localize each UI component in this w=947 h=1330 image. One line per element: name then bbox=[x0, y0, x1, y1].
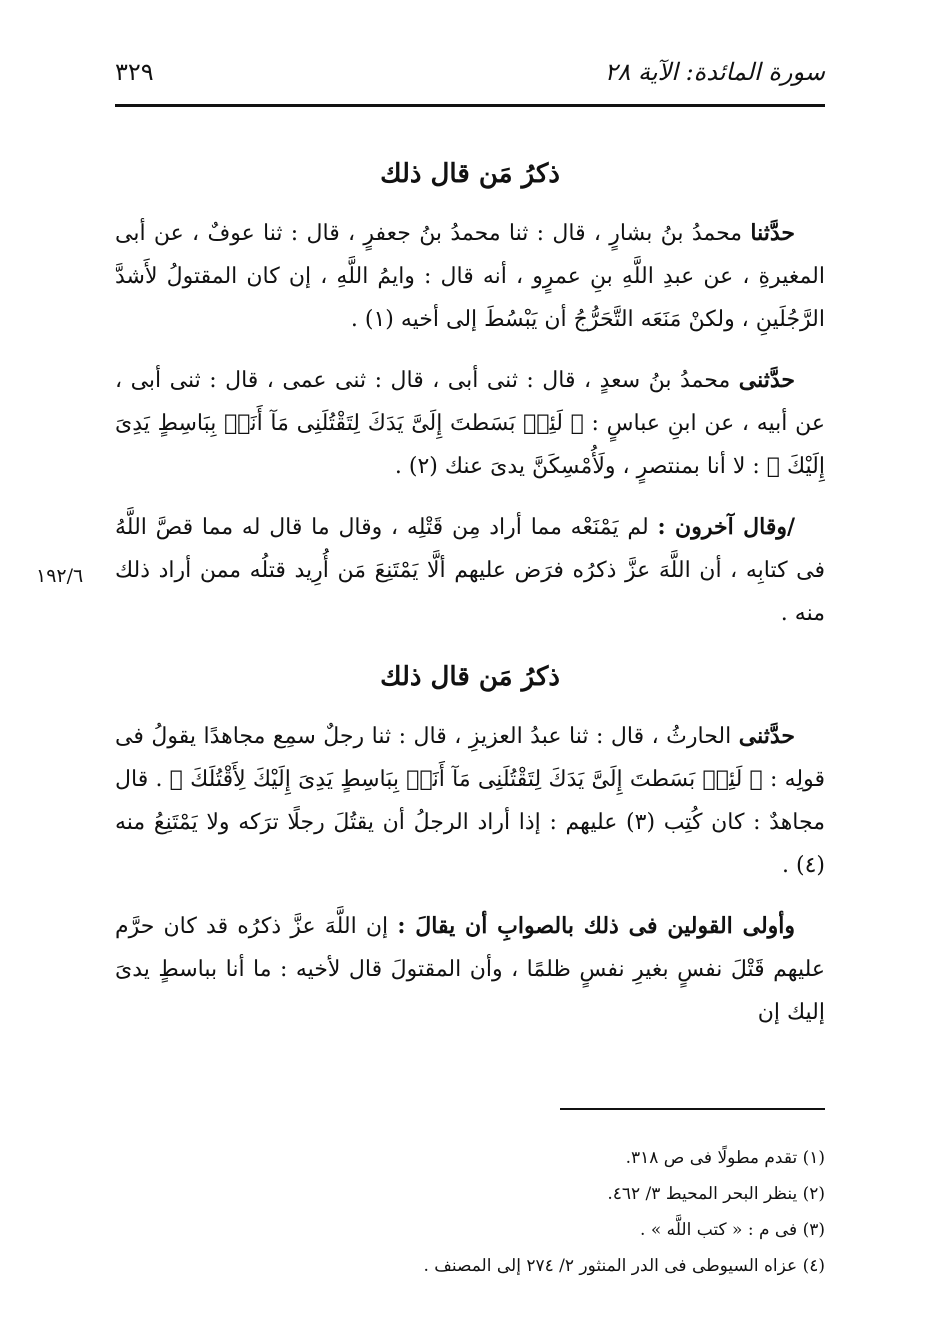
paragraph bbox=[115, 905, 825, 1034]
paragraph-lead: وأولى القولين فى ذلك بالصوابِ أن يقالَ : bbox=[397, 913, 796, 939]
paragraph bbox=[115, 715, 825, 887]
paragraph-lead: /وقال آخرون : bbox=[657, 514, 795, 540]
paragraph-lead: حدَّثنى bbox=[738, 367, 795, 393]
footnote: (٤) عزاه السيوطى فى الدر المنثور ٢/ ٢٧٤ إلى المصنف . bbox=[423, 1256, 825, 1276]
margin-note: ١٩٢/٦ bbox=[36, 565, 84, 587]
paragraph-text: محمدُ بنُ سعدٍ ، قال : ثنى أبى ، قال : ثنى عمى ، قال : ثنى أبى ، عن أبيه ، عن ابنِ عباسٍ : ﴿ لَئِنۢ بَسَطتَ إِلَىَّ يَدَكَ لِتَقْتُلَنِى مَآ أَنَا۠ بِبَاسِطٍ يَدِىَ إِلَيْكَ ﴾ : لا أنا بمنتصرٍ ، ولَأُمْسِكَنَّ يدىَ عنك (٢) . bbox=[115, 368, 825, 479]
paragraph bbox=[115, 212, 825, 341]
header-rule bbox=[115, 104, 825, 107]
footnotes bbox=[115, 1140, 825, 1284]
section-heading: ذكرُ مَن قال ذلك bbox=[380, 159, 560, 189]
paragraph-text: محمدُ بنُ بشارٍ ، قال : ثنا محمدُ بنُ جعفرٍ ، قال : ثنا عوفٌ ، عن أبى المغيرةِ ، عن عبدِ اللَّهِ بنِ عمرٍو ، أنه قال : وايمُ اللَّهِ ، إن كان المقتولُ لأَشدَّ الرَّجُلَينِ ، ولكنْ مَنَعَه التَّحَرُّجُ أن يَبْسُطَ إلى أخيه (١) . bbox=[115, 221, 825, 332]
running-title: سورة المائدة: الآية ٢٨ bbox=[604, 58, 825, 86]
paragraph-text: الحارثُ ، قال : ثنا عبدُ العزيزِ ، قال : ثنا رجلٌ سمِع مجاهدًا يقولُ فى قولِه : ﴿ لَئِنۢ بَسَطتَ إِلَىَّ يَدَكَ لِتَقْتُلَنِى مَآ أَنَا۠ بِبَاسِطٍ يَدِىَ إِلَيْكَ لِأَقْتُلَكَ ﴾ . قال مجاهدٌ : كان كُتِب (٣) عليهم : إذا أراد الرجلُ أن يقتُلَ رجلًا ترَكه ولا يَمْتَنِعُ منه (٤) . bbox=[115, 724, 825, 878]
main-text bbox=[115, 150, 825, 1052]
footnote: (٢) ينظر البحر المحيط ٣/ ٤٦٢. bbox=[607, 1184, 825, 1204]
paragraph bbox=[115, 506, 825, 635]
paragraph-lead: حدَّثنا bbox=[750, 220, 795, 246]
footnote-rule bbox=[560, 1108, 825, 1110]
section-heading: ذكرُ مَن قال ذلك bbox=[380, 662, 560, 692]
page-number: ٣٢٩ bbox=[115, 58, 154, 86]
paragraph bbox=[115, 359, 825, 488]
footnote: (١) تقدم مطولًا فى ص ٣١٨. bbox=[625, 1148, 825, 1168]
paragraph-text: إن اللَّهَ عزَّ ذكرُه قد كان حرَّم عليهم قَتْلَ نفسٍ بغيرِ نفسٍ ظلمًا ، وأن المقتولَ قال لأخيه : ما أنا بباسطٍ يدىَ إليك إن bbox=[115, 914, 825, 1025]
paragraph-text: لم يَمْنَعْه مما أراد مِن قَتْلِه ، وقال ما قال له مما قصَّ اللَّهُ فى كتابِه ، أن اللَّهَ عزَّ ذكرُه فرَض عليهم ألَّا يَمْتَنِعَ مَن أُرِيد قتلُه ممن أراد ذلك منه . bbox=[115, 515, 825, 626]
running-header bbox=[115, 58, 825, 98]
footnote: (٣) فى م : « كتب اللَّه » . bbox=[640, 1220, 825, 1240]
paragraph-lead: حدَّثنى bbox=[738, 723, 795, 749]
